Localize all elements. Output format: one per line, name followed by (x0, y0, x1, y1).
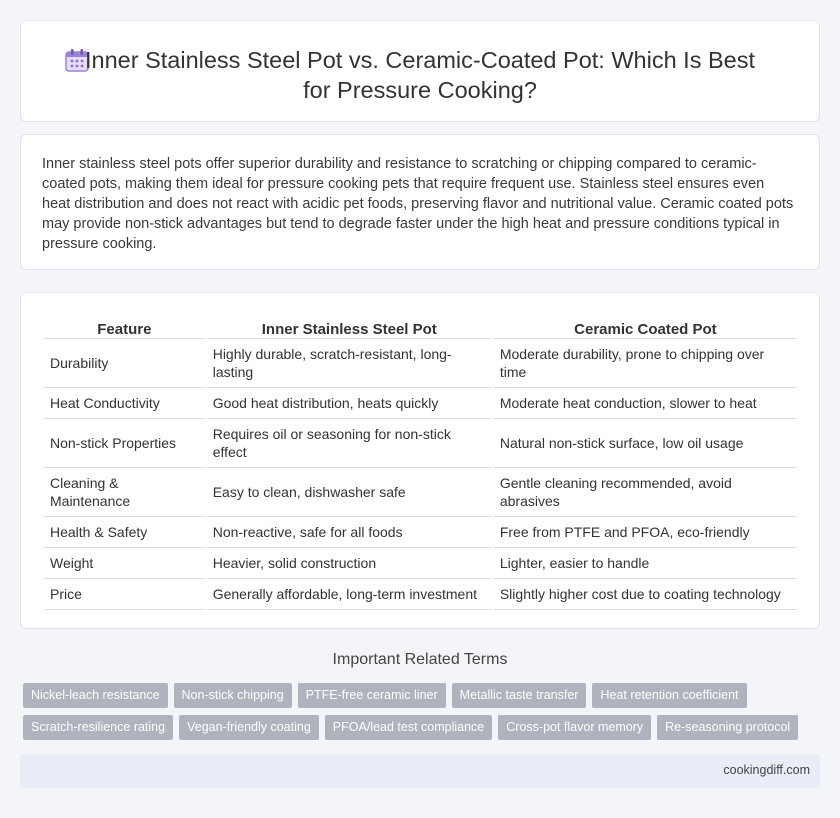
stainless-cell: Generally affordable, long-term investment (207, 579, 492, 610)
table-row (44, 548, 797, 579)
column-header: Inner Stainless Steel Pot (207, 315, 492, 339)
feature-cell: Heat Conductivity (44, 388, 205, 419)
term-tag[interactable]: Heat retention coefficient (592, 683, 746, 708)
ceramic-cell: Gentle cleaning recommended, avoid abrasives (494, 468, 797, 517)
footer (20, 754, 820, 788)
term-tag[interactable]: Nickel-leach resistance (23, 683, 168, 708)
table-header-row (44, 315, 797, 339)
table-row (44, 339, 797, 388)
ceramic-cell: Natural non-stick surface, low oil usage (494, 419, 797, 468)
stainless-cell: Highly durable, scratch-resistant, long-lasting (207, 339, 492, 388)
ceramic-cell: Lighter, easier to handle (494, 548, 797, 579)
stainless-cell: Easy to clean, dishwasher safe (207, 468, 492, 517)
comparison-table (42, 315, 799, 610)
column-header: Ceramic Coated Pot (494, 315, 797, 339)
table-row (44, 579, 797, 610)
ceramic-cell: Moderate heat conduction, slower to heat (494, 388, 797, 419)
site-link[interactable]: cookingdiff.com (723, 763, 810, 777)
term-tag[interactable]: Re-seasoning protocol (657, 715, 798, 740)
stainless-cell: Non-reactive, safe for all foods (207, 517, 492, 548)
term-tag[interactable]: Cross-pot flavor memory (498, 715, 651, 740)
ceramic-cell: Slightly higher cost due to coating technology (494, 579, 797, 610)
table-row (44, 517, 797, 548)
table-row (44, 388, 797, 419)
stainless-cell: Heavier, solid construction (207, 548, 492, 579)
title-card (20, 20, 820, 122)
term-tag[interactable]: Metallic taste transfer (452, 683, 587, 708)
feature-cell: Non-stick Properties (44, 419, 205, 468)
tag-row (23, 715, 823, 740)
comparison-card (20, 292, 820, 629)
term-tag[interactable]: Vegan-friendly coating (179, 715, 319, 740)
page-title: Inner Stainless Steel Pot vs. Ceramic-Coated Pot: Which Is Best for Pressure Cooking? (84, 47, 756, 103)
table-row (44, 419, 797, 468)
intro-paragraph: Inner stainless steel pots offer superior durability and resistance to scratching or chipping compared to ceramic-coated pots, making them ideal for pressure cooking pets that require frequent use. Stainless steel ensures even heat distribution and does not react with acidic pet foods, preserving flavor and nutritional value. Ceramic coated pots may provide non-stick advantages but tend to degrade faster under the high heat and pressure conditions typical in pressure cooking. (42, 156, 794, 252)
intro-card (20, 134, 820, 270)
related-terms-list (23, 683, 823, 747)
tag-row (23, 683, 823, 708)
stainless-cell: Requires oil or seasoning for non-stick effect (207, 419, 492, 468)
feature-cell: Durability (44, 339, 205, 388)
table-row (44, 468, 797, 517)
related-terms-heading: Important Related Terms (332, 651, 508, 668)
term-tag[interactable]: PTFE-free ceramic liner (298, 683, 446, 708)
column-header: Feature (44, 315, 205, 339)
stainless-cell: Good heat distribution, heats quickly (207, 388, 492, 419)
ceramic-cell: Free from PTFE and PFOA, eco-friendly (494, 517, 797, 548)
term-tag[interactable]: Scratch-resilience rating (23, 715, 173, 740)
term-tag[interactable]: PFOA/lead test compliance (325, 715, 492, 740)
feature-cell: Health & Safety (44, 517, 205, 548)
feature-cell: Cleaning & Maintenance (44, 468, 205, 517)
feature-cell: Price (44, 579, 205, 610)
term-tag[interactable]: Non-stick chipping (174, 683, 292, 708)
feature-cell: Weight (44, 548, 205, 579)
ceramic-cell: Moderate durability, prone to chipping over time (494, 339, 797, 388)
